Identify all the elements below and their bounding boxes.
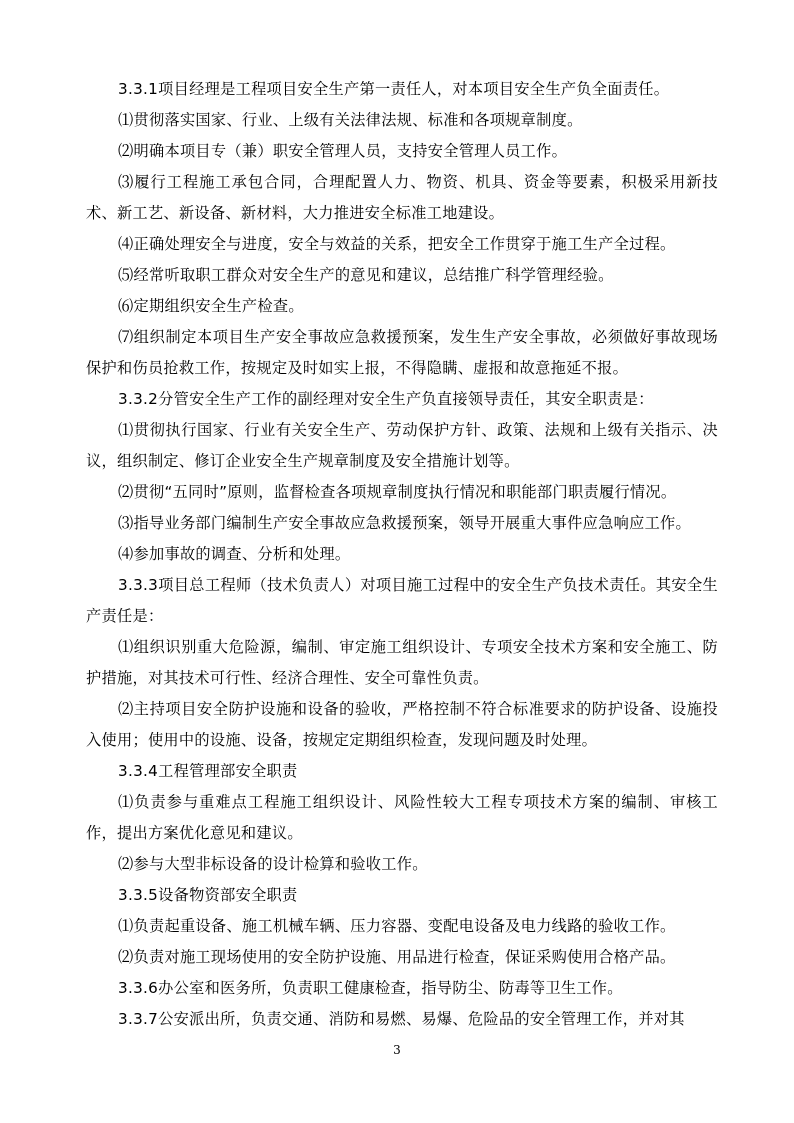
paragraph-3-3-2: 3.3.2分管安全生产工作的副经理对安全生产负直接领导责任，其安全职责是： [118,390,654,408]
page-body [86,74,718,1035]
paragraph-3-3-1-item-3: ⑶履行工程施工承包合同，合理配置人力、物资、机具、资金等要素，积极采用新技术、新工艺、新设备、新材料，大力推进安全标准工地建设。 [86,173,718,222]
paragraph-3-3-1-item-4: ⑷正确处理安全与进度，安全与效益的关系，把安全工作贯穿于施工生产全过程。 [118,235,676,253]
paragraph-3-3-2-item-3: ⑶指导业务部门编制生产安全事故应急救援预案，领导开展重大事件应急响应工作。 [118,514,692,532]
paragraph-3-3-1-item-1: ⑴贯彻落实国家、行业、上级有关法律法规、标准和各项规章制度。 [118,111,583,129]
paragraph-3-3-7: 3.3.7公安派出所，负责交通、消防和易燃、易爆、危险品的安全管理工作，并对其 [118,1010,685,1028]
paragraph-3-3-1-item-2: ⑵明确本项目专（兼）职安全管理人员，支持安全管理人员工作。 [118,142,568,160]
paragraph-3-3-5-item-1: ⑴负责起重设备、施工机械车辆、压力容器、变配电设备及电力线路的验收工作。 [118,917,676,935]
paragraph-3-3-3-item-2: ⑵主持项目安全防护设施和设备的验收，严格控制不符合标准要求的防护设备、设施投入使用；使用中的设施、设备，按规定定期组织检查，发现问题及时处理。 [86,700,718,749]
paragraph-3-3-1-item-6: ⑹定期组织安全生产检查。 [118,297,304,315]
paragraph-3-3-6: 3.3.6办公室和医务所，负责职工健康检查，指导防尘、防毒等卫生工作。 [118,979,623,997]
paragraph-3-3-2-item-1: ⑴贯彻执行国家、行业有关安全生产、劳动保护方针、政策、法规和上级有关指示、决议，组织制定、修订企业安全生产规章制度及安全措施计划等。 [86,421,718,470]
paragraph-3-3-3: 3.3.3项目总工程师（技术负责人）对项目施工过程中的安全生产负技术责任。其安全生产责任是： [86,576,718,625]
paragraph-3-3-5-item-2: ⑵负责对施工现场使用的安全防护设施、用品进行检查，保证采购使用合格产品。 [118,948,676,966]
paragraph-3-3-2-item-2: ⑵贯彻“五同时”原则，监督检查各项规章制度执行情况和职能部门职责履行情况。 [118,483,677,501]
paragraph-3-3-3-item-1: ⑴组织识别重大危险源，编制、审定施工组织设计、专项安全技术方案和安全施工、防护措施，对其技术可行性、经济合理性、安全可靠性负责。 [86,638,718,687]
paragraph-3-3-4: 3.3.4工程管理部安全职责 [118,762,298,780]
page-number: 3 [393,1043,401,1057]
paragraph-3-3-1-item-7: ⑺组织制定本项目生产安全事故应急救援预案，发生生产安全事故，必须做好事故现场保护和伤员抢救工作，按规定及时如实上报，不得隐瞒、虚报和故意拖延不报。 [86,328,718,377]
paragraph-3-3-4-item-2: ⑵参与大型非标设备的设计检算和验收工作。 [118,855,428,873]
paragraph-3-3-1: 3.3.1项目经理是工程项目安全生产第一责任人，对本项目安全生产负全面责任。 [118,80,670,98]
paragraph-3-3-1-item-5: ⑸经常听取职工群众对安全生产的意见和建议，总结推广科学管理经验。 [118,266,614,284]
paragraph-3-3-5: 3.3.5设备物资部安全职责 [118,886,298,904]
paragraph-3-3-4-item-1: ⑴负责参与重难点工程施工组织设计、风险性较大工程专项技术方案的编制、审核工作，提出方案优化意见和建议。 [86,793,718,842]
paragraph-3-3-2-item-4: ⑷参加事故的调查、分析和处理。 [118,545,351,563]
